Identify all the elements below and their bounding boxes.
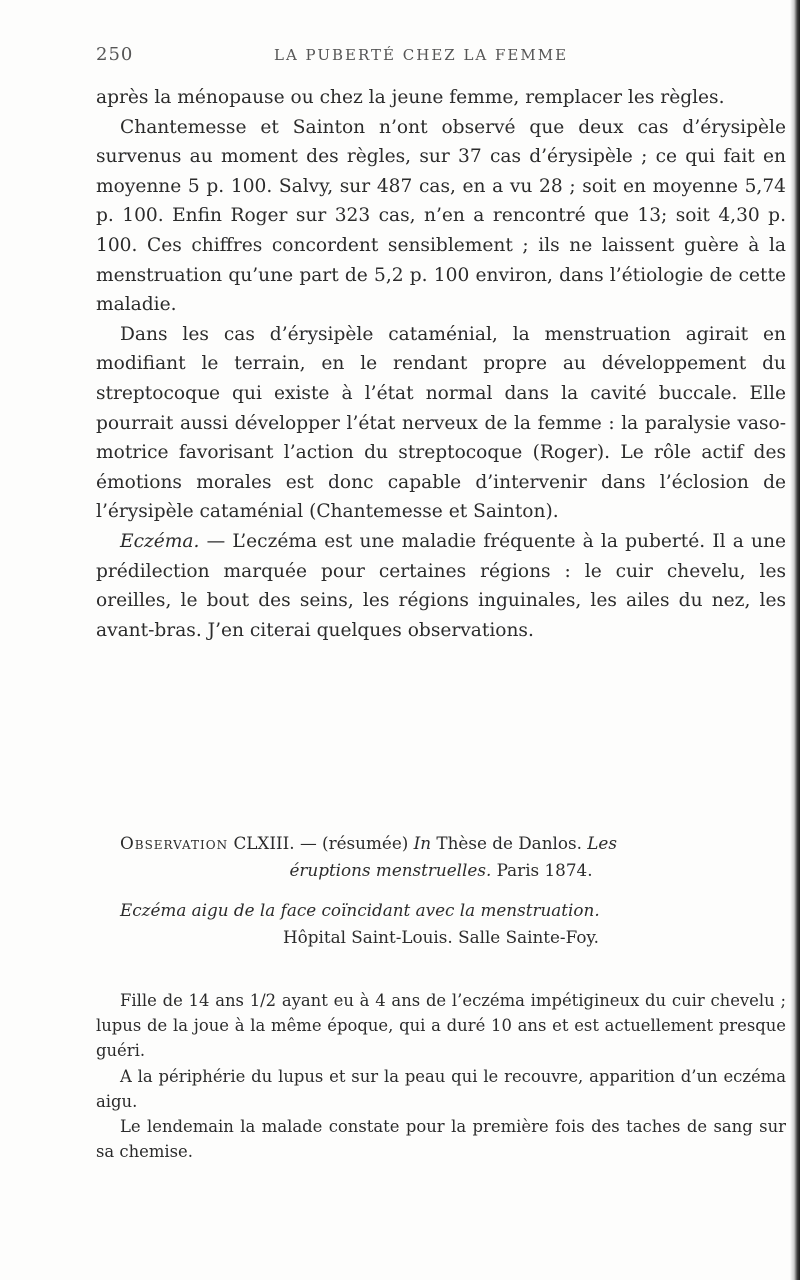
main-text <box>96 83 786 645</box>
observation-number: CLXIII. <box>228 833 295 853</box>
observation-in: In <box>413 833 432 853</box>
eczema-heading: Eczéma. <box>120 530 200 552</box>
running-title: LA PUBERTÉ CHEZ LA FEMME <box>274 46 569 64</box>
case-description <box>96 988 786 1164</box>
paragraph-catamenial: Dans les cas d’érysipèle cataménial, la menstruation agirait en modifiant le terrain, en le rendant propre au développement du streptocoque qui existe à l’état normal dans la cavité buccale. Elle pourrait aussi développer l’état nerveux de la femme : la paralysie vaso-motrice favorisant l’action du streptocoque (Roger). Le rôle actif des émotions morales est donc capable d’intervenir dans l’éclosion de l’érysipèle cataménial (Chantemesse et Sainton). <box>96 323 786 523</box>
observation-summary: — (résumée) <box>294 833 414 853</box>
observation-reference-line2 <box>96 857 786 884</box>
eczema-text: — L’eczéma est une maladie fréquente à la puberté. Il a une prédilection marquée pour certaines régions : le cuir chevelu, les oreilles, le bout des seins, les régions inguinales, les ailes du nez, les avant-bras. J’en citerai quelques observations. <box>96 530 786 641</box>
paragraph-statistics: Chantemesse et Sainton n’ont observé que deux cas d’érysipèle survenus au moment des règles, sur 37 cas d’érysipèle ; ce qui fait en moyenne 5 p. 100. Salvy, sur 487 cas, en a vu 28 ; soit en moyenne 5,74 p. 100. Enfin Roger sur 323 cas, n’en a rencontré que 13; soit 4,30 p. 100. Ces chiffres concordent sensiblement ; ils ne laissent guère à la menstruation qu’une part de 5,2 p. 100 environ, dans l’étiologie de cette maladie. <box>96 116 786 316</box>
observation-reference <box>96 830 786 857</box>
case-paragraph: A la périphérie du lupus et sur la peau qui le recouvre, apparition d’un eczéma aigu. <box>96 1066 786 1111</box>
observation-author: Thèse de Danlos. <box>431 833 588 853</box>
case-paragraph: Le lendemain la malade constate pour la première fois des taches de sang sur sa chemise. <box>96 1117 786 1162</box>
observation-label: Observation <box>120 833 229 853</box>
page-edge-shadow <box>790 0 800 1280</box>
observation-work-title-1: Les <box>587 833 617 853</box>
observation-work-title-2: éruptions menstruelles. <box>289 860 492 880</box>
paragraph-continuation: après la ménopause ou chez la jeune femme, remplacer les règles. <box>96 87 725 108</box>
observation-place-date: Paris 1874. <box>491 860 593 880</box>
case-title: Eczéma aigu de la face coïncidant avec la menstruation. <box>120 900 600 920</box>
page-number: 250 <box>96 44 134 65</box>
case-paragraph: Fille de 14 ans 1/2 ayant eu à 4 ans de l’eczéma impétigineux du cuir chevelu ; lupus de la joue à la même époque, qui a duré 10 ans et est actuellement presque guéri. <box>96 991 786 1061</box>
case-location: Hôpital Saint-Louis. Salle Sainte-Foy. <box>282 927 600 947</box>
paragraph-eczema <box>96 527 786 645</box>
observation-block <box>96 830 786 951</box>
page-header <box>96 44 786 72</box>
